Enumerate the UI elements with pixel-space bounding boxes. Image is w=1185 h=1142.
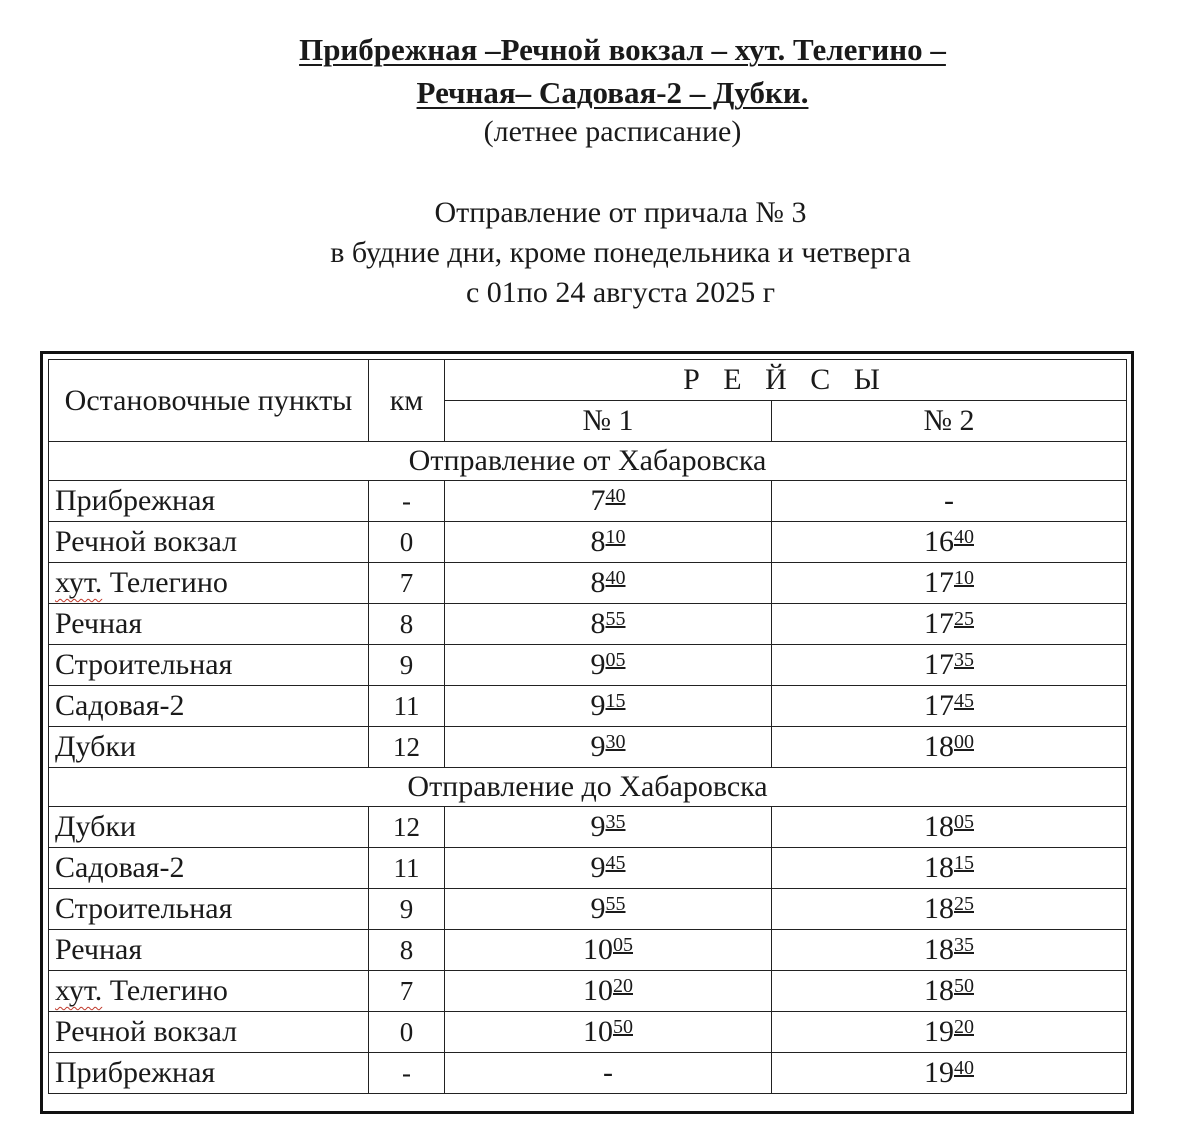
stop-name: Речной вокзал — [49, 522, 369, 563]
trip-2-time — [772, 727, 1127, 768]
time-minutes: 15 — [605, 690, 626, 712]
time-hour: 9 — [590, 648, 606, 681]
time-minutes: 45 — [954, 690, 974, 712]
table-row — [49, 807, 1127, 848]
time-hour: 18 — [924, 730, 954, 763]
table-row — [49, 971, 1127, 1012]
stop-name — [49, 563, 369, 604]
distance-km: 12 — [369, 727, 445, 768]
time-hour: 19 — [924, 1015, 954, 1048]
header-km: км — [369, 360, 445, 442]
time-hour: 18 — [924, 892, 954, 925]
stop-name: Садовая-2 — [49, 848, 369, 889]
distance-km: 7 — [369, 971, 445, 1012]
distance-km: 9 — [369, 645, 445, 686]
time-hour: 9 — [590, 851, 606, 884]
time-hour: 17 — [924, 607, 954, 640]
distance-km: 0 — [369, 1012, 445, 1053]
time-hour: 18 — [924, 851, 954, 884]
stop-name — [49, 971, 369, 1012]
header-trip-2: № 2 — [772, 401, 1127, 442]
distance-km: 12 — [369, 807, 445, 848]
time-hour: 7 — [590, 484, 606, 517]
time-hour: 8 — [590, 525, 606, 558]
trip-1-time — [445, 522, 772, 563]
time-minutes: 50 — [954, 975, 974, 997]
trip-1-time — [445, 563, 772, 604]
time-minutes: 35 — [954, 649, 974, 671]
time-hour: - — [944, 484, 954, 517]
time-hour: 17 — [924, 566, 954, 599]
trip-2-time — [772, 481, 1127, 522]
stop-name: Садовая-2 — [49, 686, 369, 727]
time-minutes: 35 — [605, 811, 626, 833]
distance-km: 8 — [369, 930, 445, 971]
departure-pier: Отправление от причала № 3 — [434, 196, 807, 229]
distance-km: - — [369, 481, 445, 522]
time-minutes: 30 — [605, 731, 626, 753]
time-minutes: 20 — [954, 1016, 974, 1038]
table-row — [49, 563, 1127, 604]
trip-1-time — [445, 971, 772, 1012]
time-hour: 10 — [583, 1015, 613, 1048]
schedule-body — [49, 442, 1127, 1094]
stop-name: Речная — [49, 930, 369, 971]
time-hour: 16 — [924, 525, 954, 558]
time-hour: 10 — [583, 974, 613, 1007]
time-hour: 9 — [590, 892, 606, 925]
stop-name: Прибрежная — [49, 1053, 369, 1094]
stop-name: Строительная — [49, 889, 369, 930]
time-hour: 9 — [590, 810, 606, 843]
section-row — [49, 768, 1127, 807]
distance-km: 11 — [369, 848, 445, 889]
header-stops: Остановочные пункты — [49, 360, 369, 442]
trip-2-time — [772, 645, 1127, 686]
time-minutes: 40 — [605, 567, 626, 589]
table-row — [49, 481, 1127, 522]
time-hour: 18 — [924, 810, 954, 843]
time-hour: 18 — [924, 974, 954, 1007]
operating-days: в будние дни, кроме понедельника и четверга — [330, 236, 911, 269]
distance-km: 9 — [369, 889, 445, 930]
route-title-line-2: Речная– Садовая-2 – Дубки. — [416, 75, 809, 110]
trip-1-time — [445, 848, 772, 889]
trip-2-time — [772, 971, 1127, 1012]
trip-2-time — [772, 807, 1127, 848]
time-minutes: 40 — [954, 526, 974, 548]
time-hour: 17 — [924, 648, 954, 681]
schedule-header — [0, 28, 1185, 150]
section-title: Отправление до Хабаровска — [49, 768, 1127, 807]
trip-2-time — [772, 604, 1127, 645]
table-row — [49, 645, 1127, 686]
time-hour: 10 — [583, 933, 613, 966]
trip-1-time — [445, 1053, 772, 1094]
table-row — [49, 727, 1127, 768]
section-row — [49, 442, 1127, 481]
stop-name-prefix: хут. — [55, 974, 103, 1007]
table-row — [49, 1012, 1127, 1053]
trip-1-time — [445, 645, 772, 686]
time-hour: 9 — [590, 689, 606, 722]
time-minutes: 35 — [954, 934, 974, 956]
time-hour: 8 — [590, 566, 606, 599]
distance-km: 7 — [369, 563, 445, 604]
trip-2-time — [772, 1012, 1127, 1053]
time-hour: 19 — [924, 1056, 954, 1089]
schedule-subtitle: (летнее расписание) — [483, 115, 742, 148]
table-row — [49, 522, 1127, 563]
trip-1-time — [445, 727, 772, 768]
trip-2-time — [772, 930, 1127, 971]
time-minutes: 05 — [954, 811, 974, 833]
stop-name: Строительная — [49, 645, 369, 686]
time-minutes: 15 — [954, 852, 974, 874]
stop-name: Речной вокзал — [49, 1012, 369, 1053]
time-minutes: 10 — [605, 526, 626, 548]
time-minutes: 40 — [605, 485, 626, 507]
distance-km: 11 — [369, 686, 445, 727]
trip-1-time — [445, 889, 772, 930]
time-hour: 8 — [590, 607, 606, 640]
time-hour: 9 — [590, 730, 606, 763]
time-hour: 17 — [924, 689, 954, 722]
time-minutes: 45 — [605, 852, 626, 874]
time-minutes: 05 — [605, 649, 626, 671]
table-row — [49, 1053, 1127, 1094]
time-hour: 18 — [924, 933, 954, 966]
route-title-line-1: Прибрежная –Речной вокзал – хут. Телегино – — [299, 32, 946, 67]
distance-km: - — [369, 1053, 445, 1094]
trip-1-time — [445, 1012, 772, 1053]
time-minutes: 50 — [613, 1016, 633, 1038]
table-row — [49, 686, 1127, 727]
time-minutes: 25 — [954, 893, 974, 915]
trip-2-time — [772, 1053, 1127, 1094]
stop-name-prefix: хут. — [55, 566, 103, 599]
distance-km: 0 — [369, 522, 445, 563]
stop-name: Дубки — [49, 807, 369, 848]
departure-info — [0, 193, 1185, 313]
time-hour: - — [603, 1056, 613, 1089]
header-trips: Р Е Й С Ы — [445, 360, 1127, 401]
time-minutes: 40 — [954, 1057, 974, 1079]
time-minutes: 25 — [954, 608, 974, 630]
trip-2-time — [772, 889, 1127, 930]
trip-1-time — [445, 807, 772, 848]
table-row — [49, 930, 1127, 971]
section-title: Отправление от Хабаровска — [49, 442, 1127, 481]
schedule-table — [48, 359, 1127, 1094]
time-minutes: 10 — [954, 567, 974, 589]
trip-2-time — [772, 848, 1127, 889]
trip-1-time — [445, 686, 772, 727]
trip-1-time — [445, 481, 772, 522]
time-minutes: 55 — [605, 893, 626, 915]
trip-2-time — [772, 563, 1127, 604]
header-trip-1: № 1 — [445, 401, 772, 442]
trip-1-time — [445, 604, 772, 645]
trip-2-time — [772, 522, 1127, 563]
table-row — [49, 889, 1127, 930]
time-minutes: 05 — [613, 934, 633, 956]
stop-name-rest: Телегино — [102, 566, 228, 599]
time-minutes: 20 — [613, 975, 633, 997]
time-minutes: 00 — [954, 731, 974, 753]
stop-name: Прибрежная — [49, 481, 369, 522]
time-minutes: 55 — [605, 608, 626, 630]
trip-1-time — [445, 930, 772, 971]
stop-name-rest: Телегино — [102, 974, 228, 1007]
distance-km: 8 — [369, 604, 445, 645]
table-row — [49, 848, 1127, 889]
schedule-table-frame — [40, 351, 1134, 1114]
stop-name: Речная — [49, 604, 369, 645]
date-range: с 01по 24 августа 2025 г — [465, 276, 776, 309]
trip-2-time — [772, 686, 1127, 727]
table-row — [49, 604, 1127, 645]
stop-name: Дубки — [49, 727, 369, 768]
